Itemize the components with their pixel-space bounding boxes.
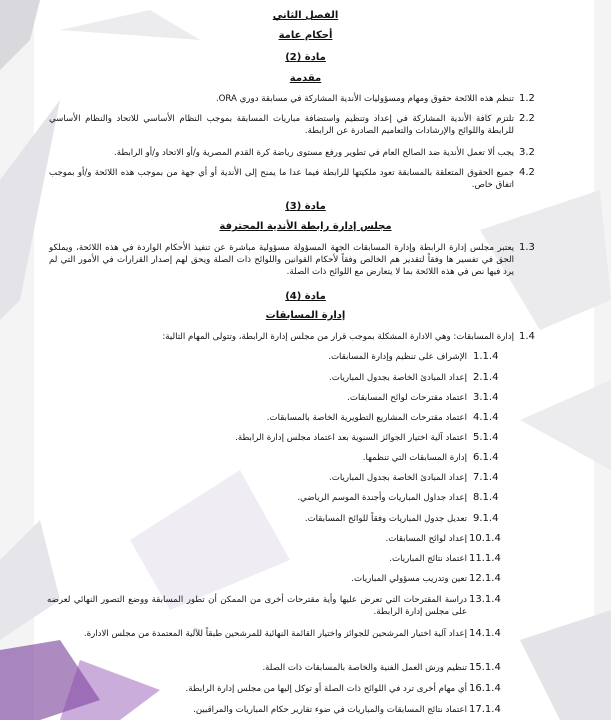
item-number: 13.1.4: [469, 594, 501, 605]
item-text: تعديل جدول المباريات وفقاً للوائح المسابقات.: [304, 514, 467, 524]
item-number: 7.1.4: [473, 472, 499, 483]
clause-number: 3.2: [519, 147, 535, 158]
clause-text: يعتبر مجلس إدارة الرابطة وإدارة المسابقات الجهة المسؤولة مسؤولية مباشرة عن تنفيذ الأحكام الواردة في هذه اللائحة، ويملكو الحق في تفسير ها وفقاً لتقدير هم الخالص وفقاً لأحكام القوانين واللوائح ذات الصلة ويحق لهم إصدار القرارات في الأمور التي لم يرد فيها نص في هذه اللائحة بما لا يتعارض مع اللوائح ذات الصلة.: [49, 243, 514, 277]
item-number: 16.1.4: [469, 683, 501, 694]
item-text: تعين وتدريب مسؤولي المباريات.: [351, 574, 467, 584]
item-text: اعتماد آلية اختيار الجوائز السنوية بعد اعتماد مجلس إدارة الرابطة.: [235, 433, 467, 443]
clause-text: جميع الحقوق المتعلقة بالمسابقة تعود ملكيتها للرابطة فيما عدا ما يمنح إلى الأندية أو أي جهة من بموجب هذه اللائحة و/أو بموجب اتفاق خاص.: [49, 168, 514, 190]
item-number: 8.1.4: [473, 492, 499, 503]
clause-number: 1.2: [519, 93, 535, 104]
clause-number: 4.2: [519, 167, 535, 178]
item-number: 10.1.4: [469, 533, 501, 544]
item-text: اعتماد نتائج المسابقات والمباريات في ضوء تقارير حكام المباريات والمراقبين.: [193, 705, 467, 715]
clause-number: 1.4: [519, 331, 535, 342]
clause-text: تنظم هذه اللائحة حقوق ومهام ومسؤوليات الأندية المشاركة في مسابقة دوري ORA.: [215, 94, 514, 104]
item-text: إعداد جداول المباريات وأجندة الموسم الرياضي.: [297, 493, 467, 503]
item-number: 5.1.4: [473, 432, 499, 443]
item-text: اعتماد مقترحات لوائح المسابقات.: [347, 393, 467, 403]
item-text: الإشراف على تنظيم وإدارة المسابقات.: [328, 352, 467, 362]
clause-text: تلتزم كافة الأندية المشاركة في إعداد وتنظيم واستضافة مباريات المسابقة بموجب النظام الأساسي للاتحاد والنظام الأساسي للرابطة واللوائح والإرشادات والتعاميم الصادرة عن الرابطة.: [49, 114, 514, 136]
article-3-title: مادة (3): [285, 201, 326, 212]
item-text: إعداد آلية اختيار المرشحين للجوائز واختيار القائمة النهائية للمرشحين طبقاً للآلية المعتمدة من مجلس الادارة.: [83, 629, 467, 639]
item-number: 14.1.4: [469, 628, 501, 639]
article-4-title: مادة (4): [285, 291, 326, 302]
item-number: 17.1.4: [469, 704, 501, 715]
article-2-subtitle: مقدمة: [289, 73, 322, 84]
item-text: أي مهام أخرى ترد في اللوائح ذات الصلة أو توكل إليها من مجلس إدارة الرابطة.: [185, 684, 467, 694]
section-title: أحكام عامة: [278, 30, 333, 41]
item-number: 9.1.4: [473, 513, 499, 524]
item-text: اعتماد نتائج المباريات.: [389, 554, 467, 564]
clause-number: 1.3: [519, 242, 535, 253]
article-4-subtitle: إدارة المسابقات: [265, 310, 346, 321]
chapter-title: الفصل الثاني: [272, 10, 339, 21]
clause-text: إدارة المسابقات: وهي الادارة المشكلة بموجب قرار من مجلس إدارة الرابطة، وتتولى المهام التالية:: [162, 332, 514, 342]
article-3-subtitle: مجلس إدارة رابطة الأندية المحترفة: [219, 221, 392, 232]
article-2-title: مادة (2): [285, 52, 326, 63]
item-number: 4.1.4: [473, 412, 499, 423]
item-text: تنظيم ورش العمل الفنية والخاصة بالمسابقات ذات الصلة.: [262, 663, 467, 673]
item-text: إعداد المبادئ الخاصة بجدول المباريات.: [329, 373, 467, 383]
item-text: إعداد المبادئ الخاصة بجدول المباريات.: [329, 473, 467, 483]
item-number: 3.1.4: [473, 392, 499, 403]
item-text: إعداد لوائح المسابقات.: [385, 534, 467, 544]
item-number: 2.1.4: [473, 372, 499, 383]
item-number: 12.1.4: [469, 573, 501, 584]
item-number: 1.1.4: [473, 351, 499, 362]
clause-number: 2.2: [519, 113, 535, 124]
item-number: 6.1.4: [473, 452, 499, 463]
item-number: 15.1.4: [469, 662, 501, 673]
item-text: اعتماد مقترحات المشاريع التطويرية الخاصة بالمسابقات.: [266, 413, 467, 423]
item-text: دراسة المقترحات التي تعرض عليها وأية مقترحات أخرى من الممكن أن تطور المسابقة ووضع التصور النهائي لعرضه على مجلس إدارة الرابطة.: [47, 595, 467, 617]
item-text: إدارة المسابقات التي تنظمها.: [362, 453, 467, 463]
item-number: 11.1.4: [469, 553, 501, 564]
clause-text: يجب ألا تعمل الأندية ضد الصالح العام في تطوير ورفع مستوى رياضة كرة القدم المصرية و/أو الاتحاد و/أو الرابطة.: [114, 148, 514, 158]
